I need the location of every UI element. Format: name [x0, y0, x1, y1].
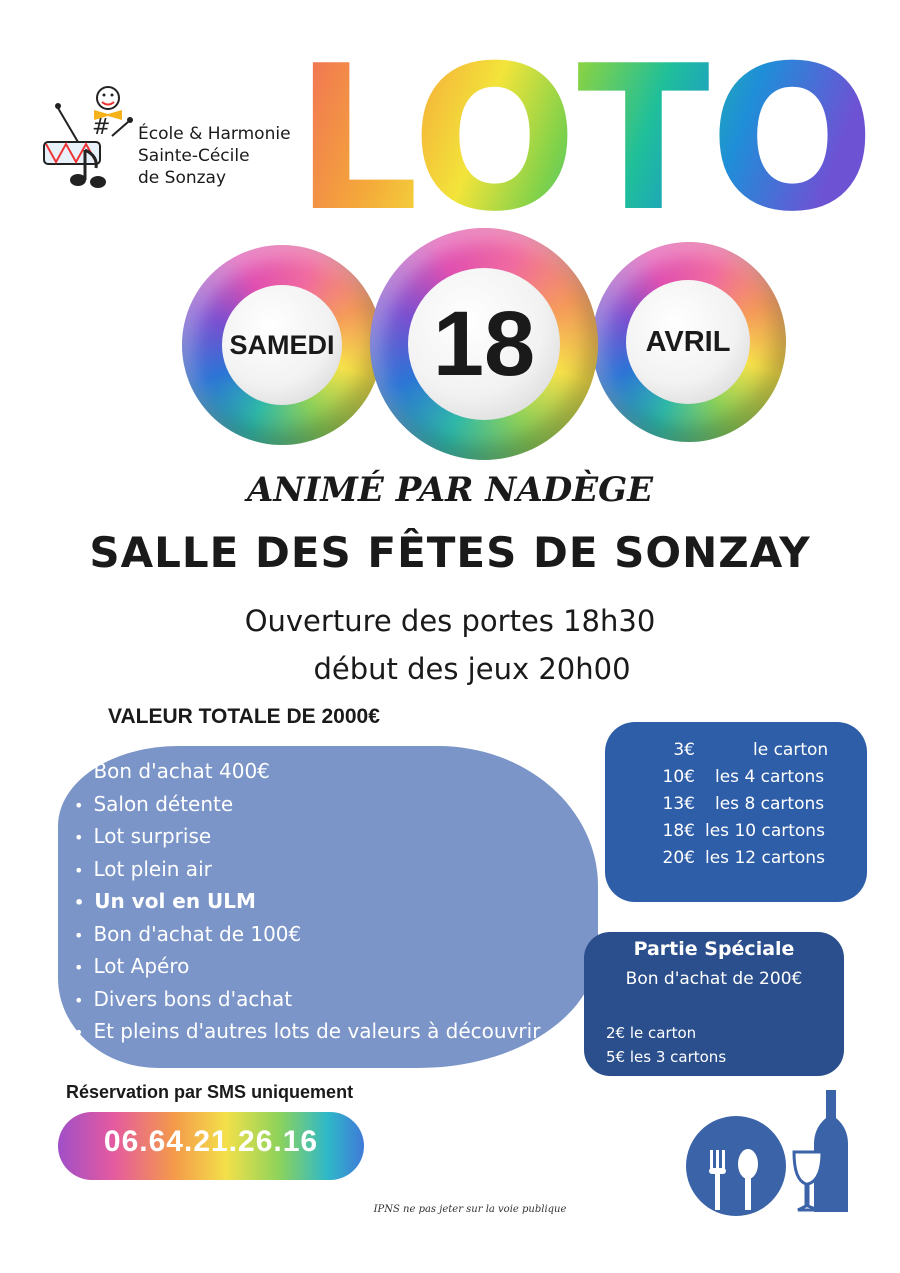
ipns-footer: IPNS ne pas jeter sur la voie publique [373, 1204, 567, 1215]
drum-mascot-icon [38, 70, 138, 190]
venue-title: SALLE DES FÊTES DE SONZAY [89, 528, 811, 577]
list-item: • Et pleins d'autres lots de valeurs à découvrir [74, 1016, 540, 1049]
food-drink-icons [680, 1088, 850, 1218]
special-game-prize: Bon d'achat de 200€ [625, 969, 803, 989]
price-value: 20€ [662, 848, 695, 868]
organizer-line-1: École & Harmonie [138, 124, 291, 144]
games-start-time: début des jeux 20h00 [313, 652, 631, 686]
total-value-heading: VALEUR TOTALE DE 2000€ [108, 705, 380, 728]
list-item: • Lot Apéro [74, 951, 540, 984]
price-value: 18€ [662, 821, 695, 841]
ball-right [592, 242, 786, 442]
plate-fork-spoon-icon [686, 1116, 786, 1216]
list-item: • Lot surprise [74, 821, 540, 854]
svg-text:LOTO: LOTO [295, 50, 875, 220]
organizer-line-2: Sainte-Cécile [138, 146, 250, 166]
loto-title [290, 50, 880, 220]
price-value: 10€ [662, 767, 695, 787]
list-item: • Divers bons d'achat [74, 984, 540, 1017]
ball-left [182, 245, 382, 445]
list-item: • Lot plein air [74, 854, 540, 887]
reservation-note: Réservation par SMS uniquement [66, 1082, 354, 1102]
phone-number: 06.64.21.26.16 [103, 1125, 319, 1158]
ball-right-label: AVRIL [626, 280, 750, 404]
prices-panel [605, 722, 867, 902]
list-item: • Salon détente [74, 789, 540, 822]
price-label: les 12 cartons [705, 848, 825, 868]
special-price-1: 2€ le carton [606, 1024, 697, 1042]
organizer-line-3: de Sonzay [138, 168, 227, 188]
special-game-title: Partie Spéciale [633, 938, 795, 960]
price-value: 3€ [673, 740, 695, 760]
ball-center-label: 18 [408, 268, 560, 420]
list-item: • Bon d'achat 400€ [74, 756, 540, 789]
list-item: • Bon d'achat de 100€ [74, 919, 540, 952]
doors-time: Ouverture des portes 18h30 [244, 604, 656, 638]
ball-left-label: SAMEDI [222, 285, 342, 405]
price-label: les 10 cartons [705, 821, 825, 841]
price-label: le carton [753, 740, 829, 760]
wine-bottle-glass-icon [794, 1090, 848, 1212]
special-game-panel [584, 932, 844, 1076]
price-value: 13€ [662, 794, 695, 814]
svg-text:#: # [92, 115, 111, 140]
special-price-2: 5€ les 3 cartons [606, 1048, 727, 1066]
ball-center [370, 228, 598, 460]
lots-list [74, 756, 540, 1049]
host-line: ANIMÉ PAR NADÈGE [246, 470, 654, 510]
list-item: • Un vol en ULM [74, 886, 540, 919]
price-label: les 8 cartons [715, 794, 825, 814]
price-label: les 4 cartons [715, 767, 825, 787]
